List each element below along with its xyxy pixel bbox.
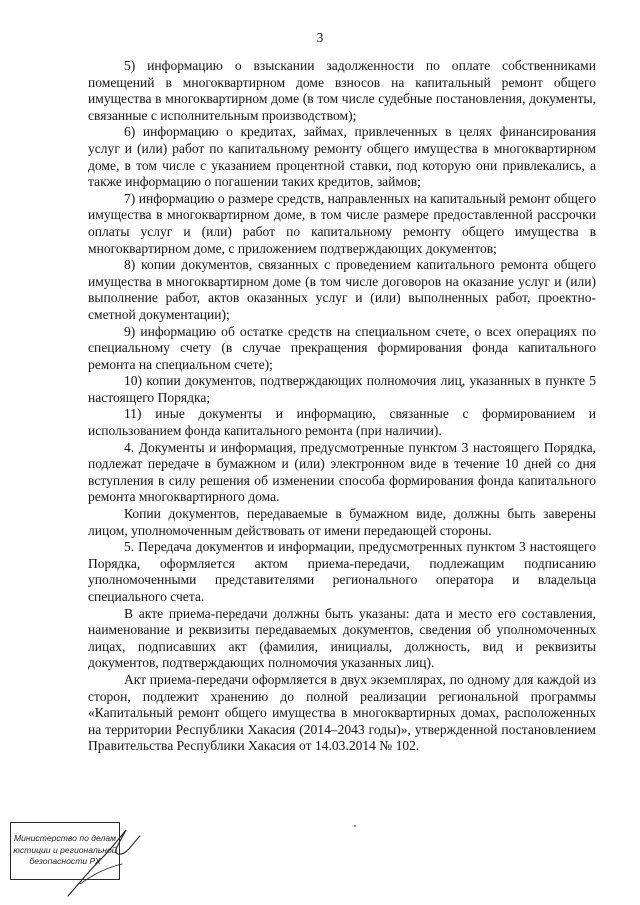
stamp-line-2: юстиции и региональной <box>13 844 117 855</box>
stamp-line-1: Министерство по делам <box>13 833 117 843</box>
paragraph-item-10: 10) копии документов, подтверждающих полномочия лиц, указанных в пункте 5 настоящего Порядка; <box>88 373 596 405</box>
paragraph-act-contents: В акте приема-передачи должны быть указаны: дата и место его составления, наименование и реквизиты передаваемых документов, сведения об уполномоченных лицах, подписавших акт (фамилия, инициалы, должность, вид и реквизиты документов, подтверждающих полномочия указанных лиц). <box>88 605 596 671</box>
paragraph-clause-4: 4. Документы и информация, предусмотренные пунктом 3 настоящего Порядка, подлежат передаче в бумажном и (или) электронном виде в течение 10 дней со дня вступления в силу решения об изменении способа формирования фонда капитального ремонта многоквартирного дома. <box>88 439 596 505</box>
paragraph-item-7: 7) информацию о размере средств, направленных на капитальный ремонт общего имущества в многоквартирном доме, в том числе размере предоставленной рассрочки оплаты услуг и (или) работ по капитальному ремонту общего имущества в многоквартирном доме, с приложением подтверждающих документов; <box>88 190 596 256</box>
paragraph-act-copies: Акт приема-передачи оформляется в двух экземплярах, по одному для каждой из сторон, подлежит хранению до полной реализации региональной программы «Капитальный ремонт общего имущества в многоквартирных домах, расположенных на территории Республики Хакасия (2014–2043 годы)», утвержденной постановлением Правительства Республики Хакасия от 14.03.2014 № 102. <box>88 671 596 754</box>
paragraph-item-6: 6) информацию о кредитах, займах, привлеченных в целях финансирования услуг и (или) работ по капитальному ремонту общего имущества в многоквартирном доме, в том числе с указанием процентной ставки, под которую они привлекались, а также информацию о погашении таких кредитов, займов; <box>88 124 596 190</box>
paragraph-clause-5: 5. Передача документов и информации, предусмотренных пунктом 3 настоящего Порядка, оформляется актом приема-передачи, подлежащим подписанию уполномоченными представителями регионального оператора и владельца специального счета. <box>88 539 596 604</box>
paragraph-item-5: 5) информацию о взыскании задолженности по оплате собственниками помещений в многоквартирном доме взносов на капитальный ремонт общего имущества в многоквартирном доме (в том числе судебные постановления, документы, связанные с исполнительным производством); <box>88 58 596 123</box>
scan-speck <box>354 825 356 827</box>
paragraph-item-8: 8) копии документов, связанных с проведением капитального ремонта общего имущества в многоквартирном доме (в том числе договоров на оказание услуг и (или) выполнение работ, актов оказанных услуг и (или) выполненных работ, проектно-сметной документации); <box>88 257 596 322</box>
paragraph-copies-certification: Копии документов, передаваемые в бумажном виде, должны быть заверены лицом, уполномоченным действовать от имени передающей стороны. <box>88 506 596 538</box>
paragraph-item-9: 9) информацию об остатке средств на специальном счете, о всех операциях по специальному счету (в случае прекращения формирования фонда капитального ремонта на специальном счете); <box>88 323 596 372</box>
page-number: 3 <box>316 30 324 45</box>
ministry-stamp <box>10 822 120 880</box>
paragraph-item-11: 11) иные документы и информацию, связанные с формированием и использованием фонда капитального ремонта (при наличии). <box>88 406 596 439</box>
stamp-line-3: безопасности РХ <box>29 856 101 866</box>
document-body <box>88 58 596 755</box>
